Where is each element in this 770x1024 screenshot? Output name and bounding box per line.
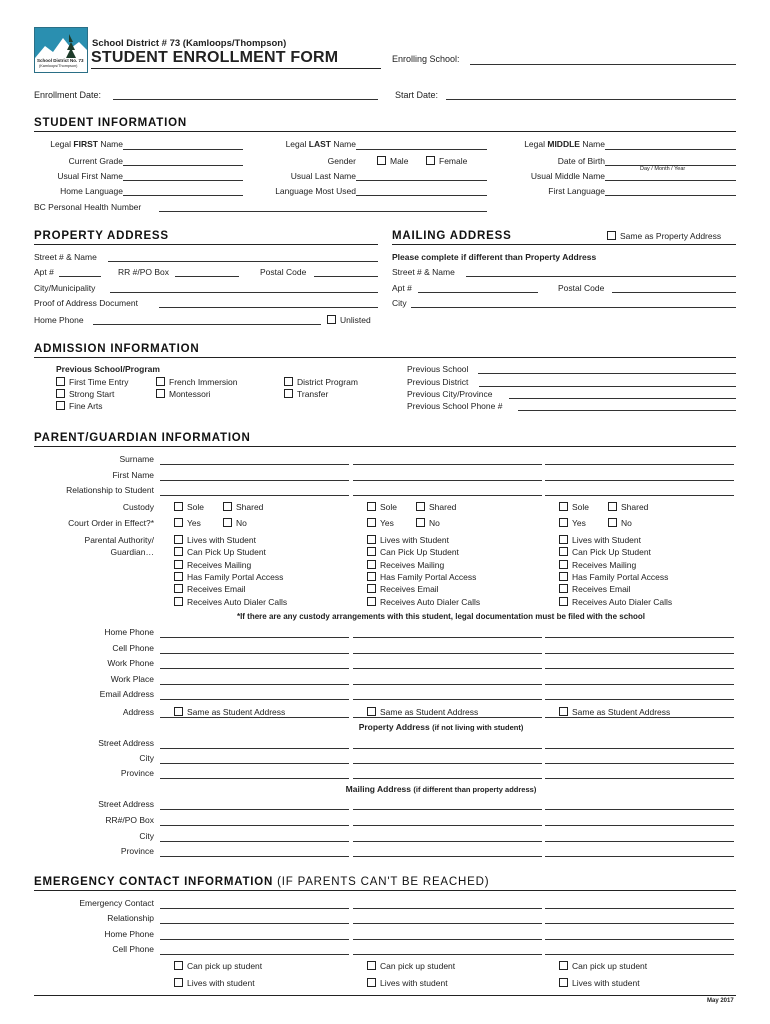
logo-text: School District No. 73 — [37, 58, 84, 63]
guardian-home-phone-label: Home Phone — [104, 627, 154, 637]
receives-email-checkbox-1[interactable]: Receives Email — [174, 584, 246, 594]
prop-city-field-3[interactable] — [545, 763, 734, 764]
relationship-field-1[interactable] — [160, 495, 349, 496]
court-yes-checkbox-2[interactable]: Yes — [367, 518, 394, 528]
emergency-contact-label: Emergency Contact — [79, 898, 154, 908]
legal-first-name-field[interactable] — [123, 149, 243, 150]
prop-street-field-1[interactable] — [160, 748, 349, 749]
property-address-subheading: Property Address (if not living with student) — [358, 722, 524, 732]
home-phone-field-2[interactable] — [353, 637, 542, 638]
guardian-heading: PARENT/GUARDIAN INFORMATION — [34, 432, 251, 444]
lives-with-checkbox-1[interactable]: Lives with Student — [174, 535, 256, 545]
same-as-student-checkbox-1[interactable]: Same as Student Address — [174, 707, 285, 717]
prop-city-label-g: City — [139, 753, 154, 763]
address-divider-2 — [353, 717, 542, 718]
custody-note: *If there are any custody arrangements with this student, legal documentation must be filed with the school — [236, 612, 646, 621]
surname-label: Surname — [119, 454, 154, 464]
guardian-email-label: Email Address — [99, 689, 154, 699]
relationship-field-3[interactable] — [545, 495, 734, 496]
cell-phone-field-1[interactable] — [160, 653, 349, 654]
mail-city-field-2[interactable] — [353, 841, 542, 842]
work-place-field-3[interactable] — [545, 684, 734, 685]
mailing-address-subheading: Mailing Address (if different than property address) — [345, 784, 537, 794]
custody-shared-checkbox-1[interactable]: Shared — [223, 502, 263, 512]
emergency-relationship-field-3[interactable] — [545, 923, 734, 924]
form-title: STUDENT ENROLLMENT FORM — [91, 49, 339, 66]
district-name: School District # 73 (Kamloops/Thompson) — [92, 38, 287, 49]
prop-province-field-1[interactable] — [160, 778, 349, 779]
district-program-checkbox[interactable]: District Program — [284, 377, 358, 387]
prop-street-field-3[interactable] — [545, 748, 734, 749]
mail-province-field-2[interactable] — [353, 856, 542, 857]
receives-email-checkbox-3[interactable]: Receives Email — [559, 584, 631, 594]
mail-province-field-3[interactable] — [545, 856, 734, 857]
emergency-home-phone-field-2[interactable] — [353, 939, 542, 940]
current-grade-label: Current Grade — [68, 156, 123, 166]
prop-street-label: Street # & Name — [34, 252, 97, 262]
court-order-label: Court Order in Effect?* — [68, 518, 154, 528]
transfer-checkbox[interactable]: Transfer — [284, 389, 328, 399]
bc-phn-field[interactable] — [159, 211, 487, 212]
enrolling-school-field[interactable] — [470, 64, 736, 65]
address-divider-1 — [160, 717, 349, 718]
work-place-field-1[interactable] — [160, 684, 349, 685]
student-info-heading: STUDENT INFORMATION — [34, 117, 187, 129]
emergency-contact-field-3[interactable] — [545, 908, 734, 909]
family-portal-checkbox-2[interactable]: Has Family Portal Access — [367, 572, 476, 582]
mail-city-field[interactable] — [411, 307, 736, 308]
court-no-checkbox-2[interactable]: No — [416, 518, 440, 528]
court-yes-checkbox-3[interactable]: Yes — [559, 518, 586, 528]
legal-middle-name-field[interactable] — [605, 149, 736, 150]
first-language-label: First Language — [548, 186, 605, 196]
emergency-home-phone-field-1[interactable] — [160, 939, 349, 940]
usual-first-name-field[interactable] — [123, 180, 243, 181]
usual-middle-name-field[interactable] — [605, 180, 736, 181]
first-name-field-2[interactable] — [353, 480, 542, 481]
prop-street-field-2[interactable] — [353, 748, 542, 749]
prop-street-address-label: Street Address — [98, 738, 154, 748]
legal-last-name-label: Legal LAST Name — [285, 139, 356, 149]
current-grade-field[interactable] — [123, 165, 243, 166]
email-field-2[interactable] — [353, 699, 542, 700]
emergency-contact-field-1[interactable] — [160, 908, 349, 909]
start-date-field[interactable] — [446, 99, 736, 100]
court-yes-checkbox-1[interactable]: Yes — [174, 518, 201, 528]
auto-dialer-checkbox-3[interactable]: Receives Auto Dialer Calls — [559, 597, 672, 607]
form-date: May 2017 — [707, 998, 734, 1004]
usual-last-name-label: Usual Last Name — [290, 171, 356, 181]
mail-street-label: Street # & Name — [392, 267, 455, 277]
prop-rr-field[interactable] — [175, 276, 239, 277]
guardian-work-place-label: Work Place — [110, 674, 154, 684]
family-portal-checkbox-1[interactable]: Has Family Portal Access — [174, 572, 283, 582]
same-as-student-checkbox-3[interactable]: Same as Student Address — [559, 707, 670, 717]
emergency-relationship-field-2[interactable] — [353, 923, 542, 924]
dob-label: Date of Birth — [557, 156, 605, 166]
surname-field-1[interactable] — [160, 464, 349, 465]
guardian-cell-phone-label: Cell Phone — [112, 643, 154, 653]
emergency-contact-field-2[interactable] — [353, 908, 542, 909]
prop-apt-label: Apt # — [34, 267, 54, 277]
prev-city-label: Previous City/Province — [407, 389, 493, 399]
mail-city-label: City — [392, 298, 407, 308]
unlisted-checkbox[interactable]: Unlisted — [327, 315, 371, 325]
emergency-lives-with-checkbox-3[interactable]: Lives with student — [559, 978, 640, 988]
emergency-pick-up-checkbox-1[interactable]: Can pick up student — [174, 961, 262, 971]
mail-rr-field-3[interactable] — [545, 825, 734, 826]
receives-mailing-checkbox-2[interactable]: Receives Mailing — [367, 560, 444, 570]
custody-sole-checkbox-2[interactable]: Sole — [367, 502, 397, 512]
can-pick-up-checkbox-3[interactable]: Can Pick Up Student — [559, 547, 651, 557]
same-as-student-checkbox-2[interactable]: Same as Student Address — [367, 707, 478, 717]
prop-city-field-2[interactable] — [353, 763, 542, 764]
mail-city-field-1[interactable] — [160, 841, 349, 842]
legal-middle-name-label: Legal MIDDLE Name — [524, 139, 605, 149]
admission-heading: ADMISSION INFORMATION — [34, 343, 200, 355]
authority-label-1: Parental Authority/ — [84, 535, 154, 545]
language-most-used-label: Language Most Used — [275, 186, 356, 196]
guardian-address-label: Address — [122, 707, 154, 717]
prop-city-field-1[interactable] — [160, 763, 349, 764]
strong-start-checkbox[interactable]: Strong Start — [56, 389, 114, 399]
court-no-checkbox-1[interactable]: No — [223, 518, 247, 528]
district-logo — [34, 27, 88, 73]
prev-phone-field[interactable] — [518, 410, 736, 411]
email-field-1[interactable] — [160, 699, 349, 700]
mail-apt-label: Apt # — [392, 283, 412, 293]
home-phone-field-3[interactable] — [545, 637, 734, 638]
custody-sole-checkbox-3[interactable]: Sole — [559, 502, 589, 512]
montessori-checkbox[interactable]: Montessori — [156, 389, 211, 399]
prop-province-field-2[interactable] — [353, 778, 542, 779]
mail-postal-label: Postal Code — [558, 283, 605, 293]
mail-city-label-g: City — [139, 831, 154, 841]
property-address-heading: PROPERTY ADDRESS — [34, 230, 169, 242]
work-phone-field-1[interactable] — [160, 668, 349, 669]
fine-arts-checkbox[interactable]: Fine Arts — [56, 401, 103, 411]
home-language-field[interactable] — [123, 195, 243, 196]
mail-rr-label: RR#/PO Box — [105, 815, 154, 825]
start-date-label: Start Date: — [395, 90, 439, 100]
home-phone-field[interactable] — [93, 324, 321, 325]
prev-district-label: Previous District — [407, 377, 469, 387]
home-language-label: Home Language — [60, 186, 123, 196]
first-time-entry-checkbox[interactable]: First Time Entry — [56, 377, 129, 387]
gender-label: Gender — [327, 156, 356, 166]
mail-city-field-3[interactable] — [545, 841, 734, 842]
receives-email-checkbox-2[interactable]: Receives Email — [367, 584, 439, 594]
prev-phone-label: Previous School Phone # — [407, 401, 503, 411]
can-pick-up-checkbox-1[interactable]: Can Pick Up Student — [174, 547, 266, 557]
prop-province-field-3[interactable] — [545, 778, 734, 779]
mail-street-address-label: Street Address — [98, 799, 154, 809]
emergency-home-phone-label: Home Phone — [104, 929, 154, 939]
mailing-address-heading: MAILING ADDRESS — [392, 230, 512, 242]
emergency-cell-phone-field-2[interactable] — [353, 954, 542, 955]
mailing-note: Please complete if different than Property Address — [392, 252, 597, 262]
mail-street-field[interactable] — [466, 276, 736, 277]
legal-last-name-field[interactable] — [356, 149, 487, 150]
dob-hint: Day / Month / Year — [640, 166, 686, 172]
home-phone-field-1[interactable] — [160, 637, 349, 638]
can-pick-up-checkbox-2[interactable]: Can Pick Up Student — [367, 547, 459, 557]
french-immersion-checkbox[interactable]: French Immersion — [156, 377, 238, 387]
authority-label-2: Guardian… — [110, 547, 154, 557]
first-name-label: First Name — [112, 470, 154, 480]
prop-apt-field[interactable] — [59, 276, 101, 277]
prop-rr-label: RR #/PO Box — [118, 267, 170, 277]
prop-province-label: Province — [120, 768, 154, 778]
work-place-field-2[interactable] — [353, 684, 542, 685]
prop-postal-label: Postal Code — [260, 267, 307, 277]
emergency-lives-with-checkbox-2[interactable]: Lives with student — [367, 978, 448, 988]
mail-rr-field-2[interactable] — [353, 825, 542, 826]
mail-street-field-1[interactable] — [160, 809, 349, 810]
relationship-label: Relationship to Student — [66, 485, 154, 495]
legal-first-name-label: Legal FIRST Name — [50, 139, 123, 149]
prev-school-field[interactable] — [478, 373, 736, 374]
custody-shared-checkbox-3[interactable]: Shared — [608, 502, 648, 512]
address-divider-3 — [545, 717, 734, 718]
emergency-pick-up-checkbox-2[interactable]: Can pick up student — [367, 961, 455, 971]
enrolling-school-label: Enrolling School: — [392, 54, 460, 64]
gender-female-checkbox[interactable]: Female — [426, 156, 467, 166]
prev-school-label: Previous School — [407, 364, 469, 374]
prop-postal-field[interactable] — [314, 276, 378, 277]
surname-field-2[interactable] — [353, 464, 542, 465]
receives-mailing-checkbox-1[interactable]: Receives Mailing — [174, 560, 251, 570]
emergency-cell-phone-field-3[interactable] — [545, 954, 734, 955]
guardian-work-phone-label: Work Phone — [107, 658, 154, 668]
cell-phone-field-2[interactable] — [353, 653, 542, 654]
cell-phone-field-3[interactable] — [545, 653, 734, 654]
mail-postal-field[interactable] — [612, 292, 736, 293]
surname-field-3[interactable] — [545, 464, 734, 465]
mail-province-label: Province — [120, 846, 154, 856]
email-field-3[interactable] — [545, 699, 734, 700]
first-language-field[interactable] — [605, 195, 736, 196]
prev-district-field[interactable] — [479, 386, 736, 387]
family-portal-checkbox-3[interactable]: Has Family Portal Access — [559, 572, 668, 582]
emergency-pick-up-checkbox-3[interactable]: Can pick up student — [559, 961, 647, 971]
custody-sole-checkbox-1[interactable]: Sole — [174, 502, 204, 512]
first-name-field-3[interactable] — [545, 480, 734, 481]
emergency-relationship-field-1[interactable] — [160, 923, 349, 924]
auto-dialer-checkbox-2[interactable]: Receives Auto Dialer Calls — [367, 597, 480, 607]
proof-address-label: Proof of Address Document — [34, 298, 138, 308]
prop-street-field[interactable] — [108, 261, 378, 262]
home-phone-label: Home Phone — [34, 315, 84, 325]
mail-street-field-3[interactable] — [545, 809, 734, 810]
auto-dialer-checkbox-1[interactable]: Receives Auto Dialer Calls — [174, 597, 287, 607]
mail-province-field-1[interactable] — [160, 856, 349, 857]
prop-city-label: City/Municipality — [34, 283, 96, 293]
prev-program-label: Previous School/Program — [56, 364, 160, 374]
prop-city-field[interactable] — [110, 292, 378, 293]
work-phone-field-3[interactable] — [545, 668, 734, 669]
first-name-field-1[interactable] — [160, 480, 349, 481]
emergency-lives-with-checkbox-1[interactable]: Lives with student — [174, 978, 255, 988]
language-most-used-field[interactable] — [356, 195, 487, 196]
lives-with-checkbox-3[interactable]: Lives with Student — [559, 535, 641, 545]
receives-mailing-checkbox-3[interactable]: Receives Mailing — [559, 560, 636, 570]
emergency-home-phone-field-3[interactable] — [545, 939, 734, 940]
usual-last-name-field[interactable] — [356, 180, 487, 181]
custody-label: Custody — [122, 502, 154, 512]
mail-street-field-2[interactable] — [353, 809, 542, 810]
gender-male-checkbox[interactable]: Male — [377, 156, 408, 166]
same-as-property-checkbox[interactable]: Same as Property Address — [607, 231, 721, 241]
lives-with-checkbox-2[interactable]: Lives with Student — [367, 535, 449, 545]
prev-city-field[interactable] — [509, 398, 736, 399]
logo-subtext: (Kamloops/Thompson) — [39, 64, 78, 68]
mail-rr-field-1[interactable] — [160, 825, 349, 826]
emergency-cell-phone-field-1[interactable] — [160, 954, 349, 955]
usual-middle-name-label: Usual Middle Name — [530, 171, 605, 181]
bc-phn-label: BC Personal Health Number — [34, 202, 142, 212]
custody-shared-checkbox-2[interactable]: Shared — [416, 502, 456, 512]
enrollment-date-field[interactable] — [113, 99, 378, 100]
usual-first-name-label: Usual First Name — [57, 171, 123, 181]
emergency-relationship-label: Relationship — [107, 913, 154, 923]
mail-apt-field[interactable] — [418, 292, 538, 293]
proof-address-field[interactable] — [159, 307, 378, 308]
emergency-heading: EMERGENCY CONTACT INFORMATION (IF PARENTS CAN'T BE REACHED) — [34, 876, 490, 888]
emergency-cell-phone-label: Cell Phone — [112, 944, 154, 954]
enrollment-date-label: Enrollment Date: — [34, 90, 102, 100]
relationship-field-2[interactable] — [353, 495, 542, 496]
court-no-checkbox-3[interactable]: No — [608, 518, 632, 528]
work-phone-field-2[interactable] — [353, 668, 542, 669]
